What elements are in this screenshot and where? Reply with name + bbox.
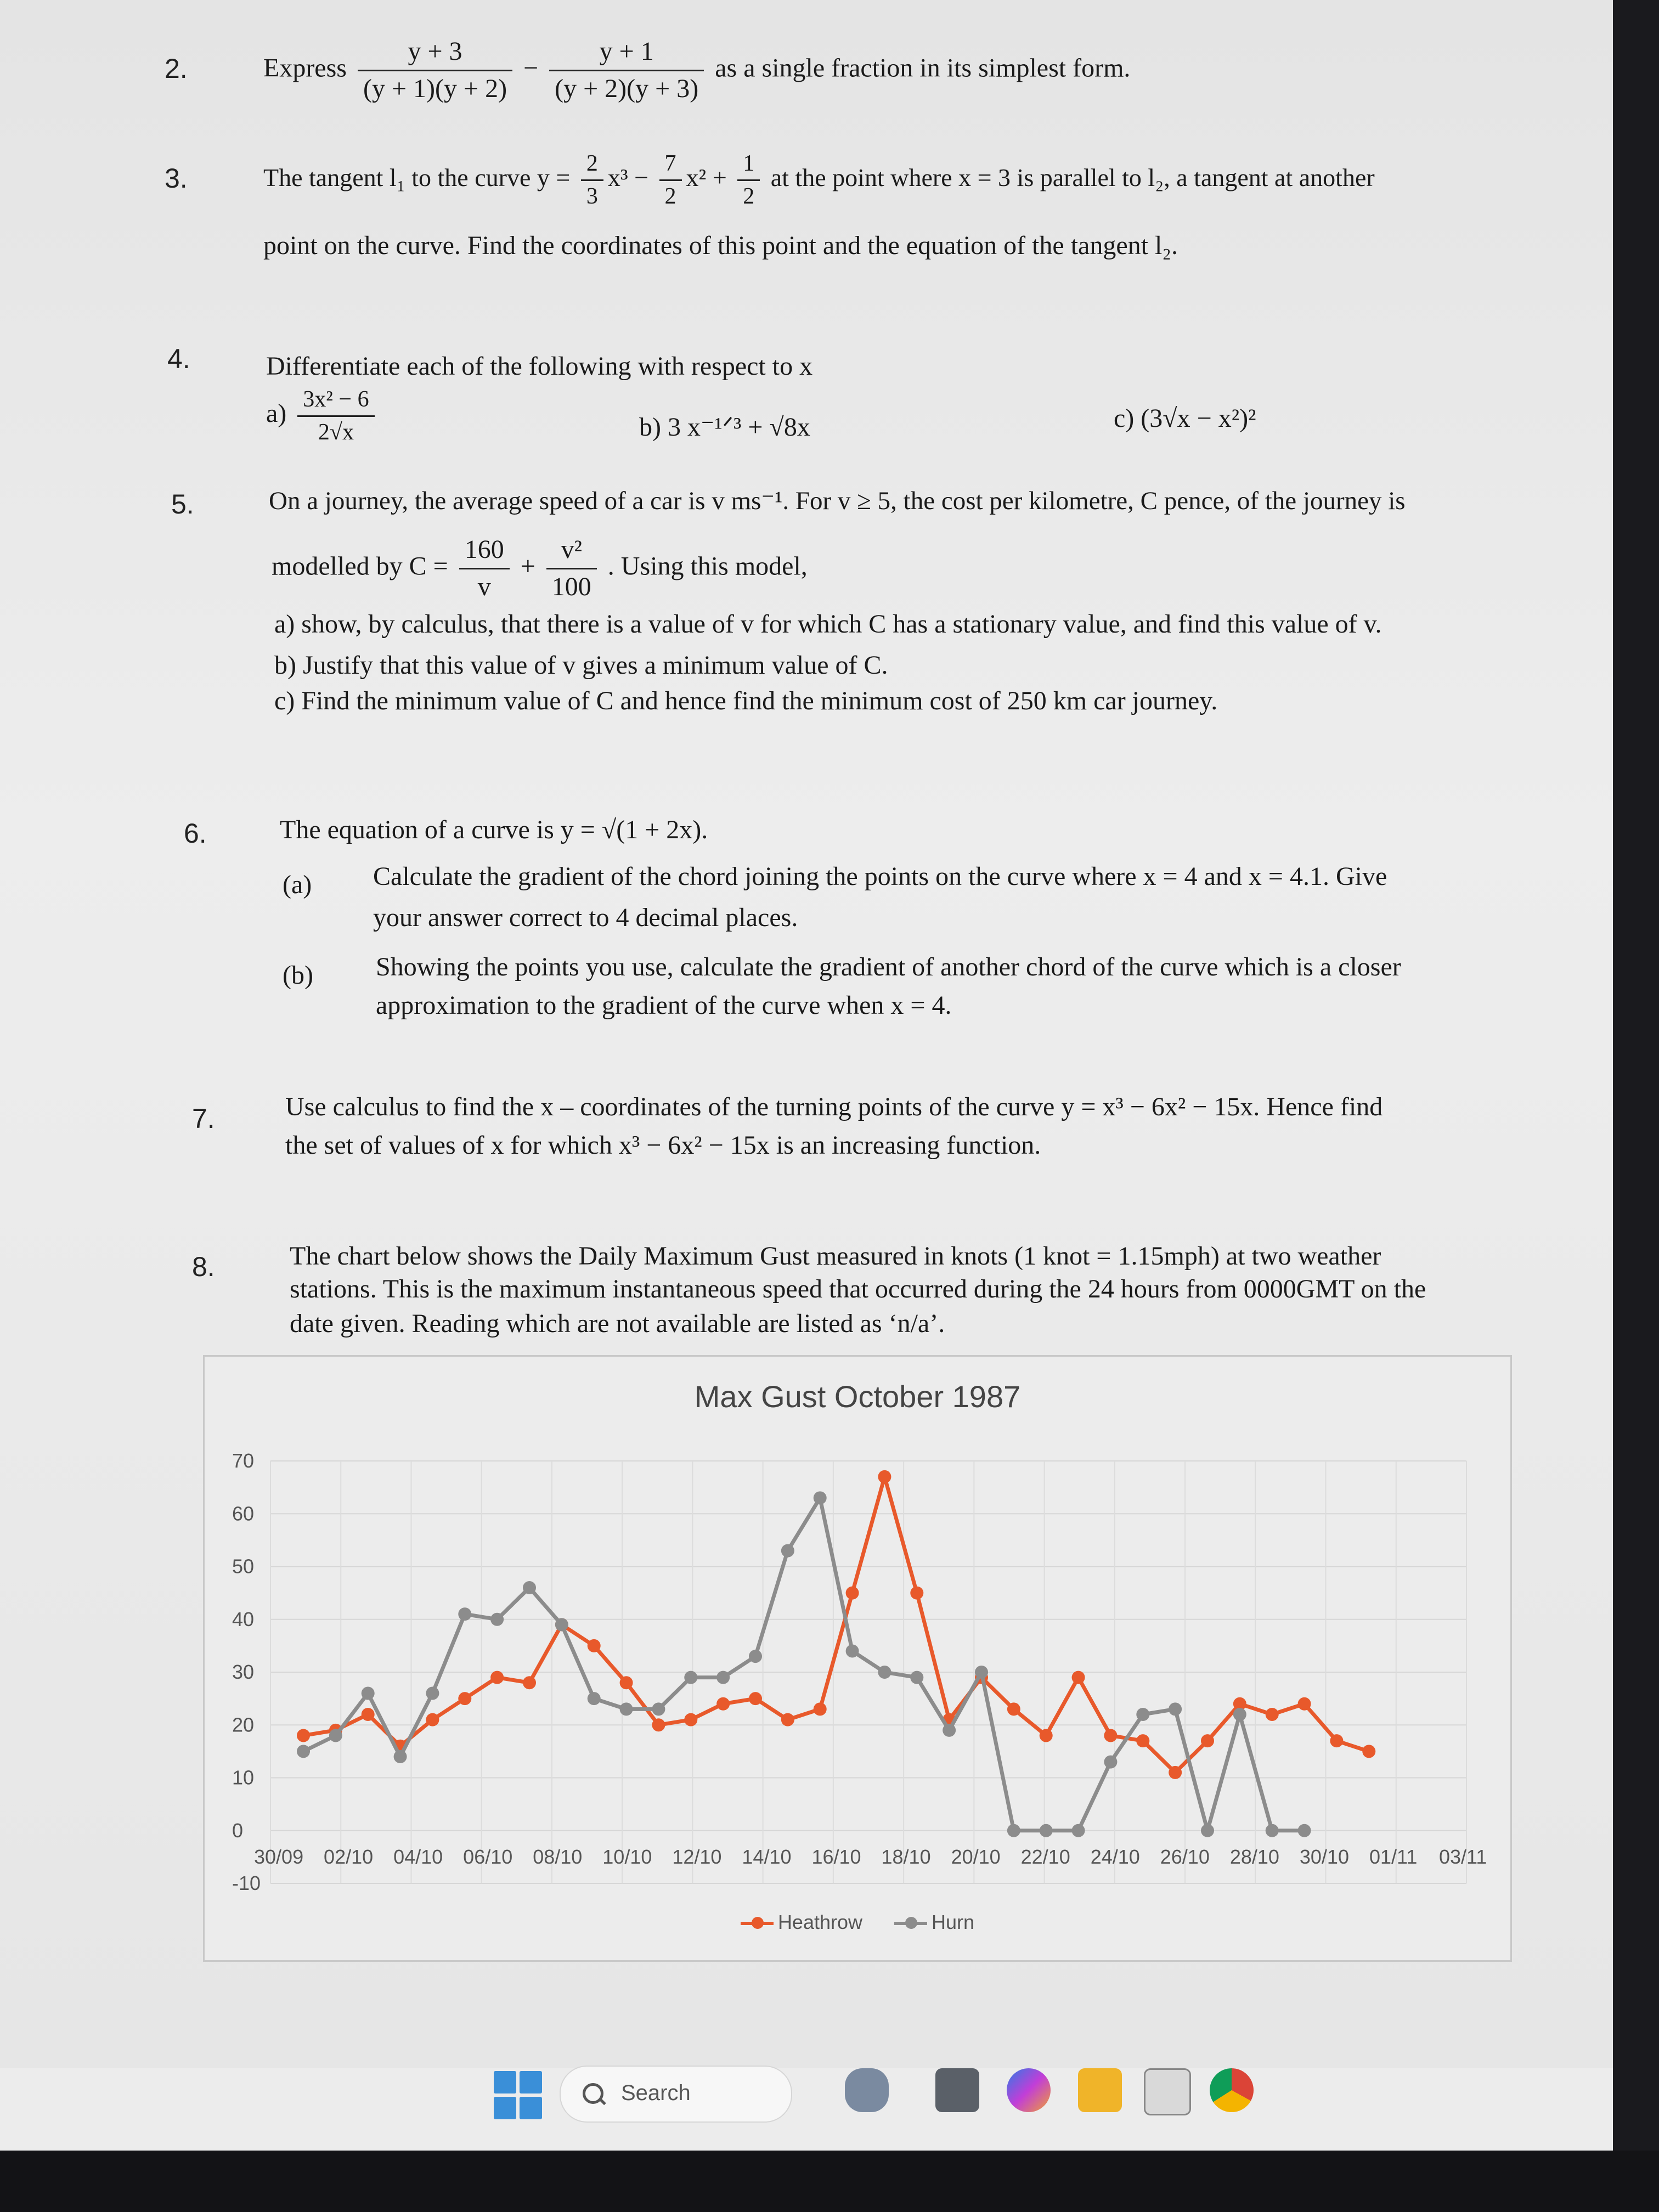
- data-point: [975, 1666, 988, 1679]
- minus-sign: −: [523, 53, 539, 83]
- q4-part-a: [266, 384, 379, 448]
- x-tick-label: 20/10: [951, 1845, 1001, 1868]
- x-tick-label: 12/10: [672, 1845, 722, 1868]
- data-point: [943, 1724, 956, 1737]
- q5-line-2: [272, 532, 808, 605]
- y-tick-label: 30: [232, 1661, 255, 1683]
- x-tick-label: 02/10: [324, 1845, 374, 1868]
- data-point: [329, 1729, 342, 1742]
- x-tick-label: 16/10: [811, 1845, 861, 1868]
- y-tick-label: 70: [232, 1449, 255, 1472]
- q8-line-1: The chart below shows the Daily Maximum Gust measured in knots (1 knot = 1.15mph) at two weather: [290, 1242, 1381, 1271]
- series-line-heathrow: [303, 1477, 1369, 1773]
- legend-item-hurn: [894, 1911, 974, 1934]
- data-point: [1169, 1766, 1182, 1779]
- data-point: [394, 1750, 407, 1763]
- data-point: [1266, 1824, 1279, 1837]
- data-point: [362, 1687, 375, 1700]
- data-point: [814, 1702, 827, 1716]
- data-point: [652, 1702, 665, 1716]
- series-line-hurn: [303, 1498, 1305, 1830]
- data-point: [458, 1692, 471, 1705]
- x-tick-label: 06/10: [463, 1845, 513, 1868]
- question-number: 6.: [184, 818, 207, 849]
- fraction-numerator: v²: [546, 532, 597, 569]
- q3-coef-1: [581, 148, 603, 212]
- data-point: [1104, 1756, 1117, 1769]
- chart-plot: [205, 1357, 1510, 1960]
- q6-a-line-2: your answer correct to 4 decimal places.: [373, 903, 798, 932]
- q4-text: Differentiate each of the following with respect to x: [266, 352, 813, 381]
- max-gust-chart: [203, 1355, 1512, 1962]
- fraction-denominator: 2: [743, 183, 755, 209]
- question-2: [263, 34, 1130, 107]
- x-tick-label: 10/10: [602, 1845, 652, 1868]
- fraction-numerator: 2: [581, 148, 603, 181]
- question-number: 7.: [192, 1103, 215, 1134]
- question-number: 8.: [192, 1251, 215, 1282]
- data-point: [1266, 1708, 1279, 1721]
- data-point: [588, 1692, 601, 1705]
- fraction-denominator: 100: [551, 572, 591, 601]
- data-point: [652, 1718, 665, 1731]
- x-tick-label: 18/10: [881, 1845, 931, 1868]
- search-input[interactable]: [560, 2066, 792, 2123]
- x-tick-label: 26/10: [1160, 1845, 1210, 1868]
- q4-part-b: b) 3 x⁻¹ᐟ³ + √8x: [639, 413, 810, 442]
- data-point: [1040, 1729, 1053, 1742]
- data-point: [716, 1671, 730, 1684]
- data-point: [588, 1639, 601, 1652]
- data-point: [814, 1491, 827, 1504]
- fraction-numerator: y + 1: [549, 34, 704, 71]
- fraction-denominator: 2: [664, 183, 676, 209]
- q6-a-line-1: Calculate the gradient of the chord joining the points on the curve where x = 4 and x = 4.1. Give: [373, 862, 1387, 891]
- y-tick-label: 10: [232, 1766, 255, 1789]
- data-point: [297, 1729, 310, 1742]
- data-point: [1362, 1745, 1375, 1758]
- data-point: [1007, 1702, 1020, 1716]
- x-tick-label: 28/10: [1229, 1845, 1279, 1868]
- data-point: [910, 1587, 923, 1600]
- part-label: (a): [283, 870, 312, 899]
- data-point: [458, 1607, 471, 1621]
- data-point: [1201, 1824, 1214, 1837]
- x-tick-label: 04/10: [393, 1845, 443, 1868]
- data-point: [910, 1671, 923, 1684]
- data-point: [297, 1745, 310, 1758]
- x-tick-label: 01/11: [1369, 1845, 1418, 1868]
- q7-line-1: Use calculus to find the x – coordinates of the turning points of the curve y = x³ − 6x² − 15x. Hence find: [285, 1092, 1383, 1121]
- q2-tail: as a single fraction in its simplest form.: [715, 53, 1131, 83]
- legend-marker: [894, 1922, 927, 1925]
- question-number: 5.: [171, 489, 194, 520]
- q5-text: modelled by C =: [272, 551, 448, 581]
- data-point: [846, 1645, 859, 1658]
- fraction-numerator: y + 3: [358, 34, 512, 71]
- fraction-denominator: v: [477, 572, 491, 601]
- monitor-bezel-right: [1613, 0, 1659, 2212]
- q3-text: at the point where x = 3 is parallel to l₂, a tangent at another: [770, 163, 1375, 191]
- data-point: [1040, 1824, 1053, 1837]
- q2-fraction-2: [549, 34, 704, 107]
- data-point: [1072, 1671, 1085, 1684]
- data-point: [523, 1676, 536, 1689]
- data-point: [426, 1713, 439, 1726]
- data-point: [1201, 1734, 1214, 1747]
- q2-fraction-1: [358, 34, 512, 107]
- q5-part-b: b) Justify that this value of v gives a minimum value of C.: [274, 651, 888, 680]
- legend-label: Hurn: [932, 1911, 975, 1933]
- fraction-denominator: 2√x: [318, 419, 354, 445]
- data-point: [490, 1613, 504, 1626]
- q3-coef-2: [659, 148, 682, 212]
- q3-line-2: point on the curve. Find the coordinates of this point and the equation of the tangent l₂.: [263, 231, 1178, 260]
- question-3: [263, 148, 1375, 212]
- legend-label: Heathrow: [777, 1911, 863, 1933]
- q6-b-line-2: approximation to the gradient of the curve when x = 4.: [376, 991, 952, 1020]
- q7-line-2: the set of values of x for which x³ − 6x² − 15x is an increasing function.: [285, 1131, 1041, 1160]
- q2-lead: Express: [263, 53, 347, 83]
- data-point: [749, 1650, 762, 1663]
- part-label: (b): [283, 961, 313, 990]
- question-number: 3.: [165, 163, 188, 194]
- q8-line-2: stations. This is the maximum instantaneous speed that occurred during the 24 hours from 0000GMT on the: [290, 1274, 1426, 1304]
- data-point: [1330, 1734, 1343, 1747]
- x-tick-label: 03/11: [1439, 1845, 1487, 1868]
- y-tick-label: 50: [232, 1555, 255, 1578]
- data-point: [1136, 1708, 1149, 1721]
- x-tick-label: 14/10: [742, 1845, 792, 1868]
- fraction-denominator: (y + 2)(y + 3): [555, 74, 699, 103]
- weather-widget-icon[interactable]: [845, 2068, 889, 2112]
- data-point: [620, 1676, 633, 1689]
- task-view-icon[interactable]: [935, 2068, 979, 2112]
- data-point: [684, 1671, 697, 1684]
- q5-fraction-1: [459, 532, 510, 605]
- q6-b-line-1: Showing the points you use, calculate the gradient of another chord of the curve which is a closer: [376, 952, 1401, 981]
- x-tick-label: 30/09: [254, 1845, 304, 1868]
- q3-text: The tangent l₁ to the curve y =: [263, 163, 571, 191]
- x-tick-label: 08/10: [533, 1845, 583, 1868]
- data-point: [1007, 1824, 1020, 1837]
- q5-text: . Using this model,: [607, 551, 808, 581]
- data-point: [490, 1671, 504, 1684]
- data-point: [846, 1587, 859, 1600]
- x-tick-label: 22/10: [1020, 1845, 1070, 1868]
- legend-marker: [741, 1922, 774, 1925]
- data-point: [1233, 1708, 1246, 1721]
- data-point: [716, 1697, 730, 1711]
- data-point: [684, 1713, 697, 1726]
- data-point: [362, 1708, 375, 1721]
- part-label: a): [266, 399, 287, 428]
- data-point: [620, 1702, 633, 1716]
- data-point: [426, 1687, 439, 1700]
- q5-fraction-2: [546, 532, 597, 605]
- q4-a-fraction: [297, 384, 374, 448]
- taskbar: [0, 2068, 1613, 2151]
- fraction-denominator: (y + 1)(y + 2): [363, 74, 507, 103]
- y-tick-label: 20: [232, 1713, 255, 1736]
- data-point: [555, 1618, 568, 1631]
- data-point: [1072, 1824, 1085, 1837]
- data-point: [878, 1470, 891, 1483]
- q3-coef-3: [737, 148, 760, 212]
- q5-line-1: On a journey, the average speed of a car is v ms⁻¹. For v ≥ 5, the cost per kilometre, C pence, of the journey is: [269, 487, 1406, 515]
- data-point: [1169, 1702, 1182, 1716]
- search-label: Search: [621, 2081, 691, 2105]
- data-point: [749, 1692, 762, 1705]
- chart-legend: [205, 1911, 1510, 1934]
- x-tick-label: 30/10: [1299, 1845, 1349, 1868]
- q8-line-3: date given. Reading which are not available are listed as ‘n/a’.: [290, 1309, 945, 1338]
- q3-term: x³ −: [607, 163, 649, 191]
- fraction-denominator: 3: [586, 183, 598, 209]
- fraction-numerator: 3x² − 6: [297, 384, 374, 417]
- data-point: [1298, 1824, 1311, 1837]
- copilot-icon[interactable]: [1007, 2068, 1051, 2112]
- store-icon[interactable]: [1144, 2068, 1191, 2115]
- plus-sign: +: [520, 551, 535, 581]
- monitor-bezel-bottom: [0, 2151, 1659, 2212]
- question-number: 2.: [165, 53, 188, 84]
- file-explorer-icon[interactable]: [1078, 2068, 1122, 2112]
- fraction-numerator: 7: [659, 148, 682, 181]
- chrome-icon[interactable]: [1210, 2068, 1254, 2112]
- q3-term: x² +: [686, 163, 727, 191]
- x-tick-label: 24/10: [1090, 1845, 1140, 1868]
- y-tick-label: -10: [232, 1872, 261, 1894]
- q5-part-c: c) Find the minimum value of C and hence find the minimum cost of 250 km car journey.: [274, 686, 1218, 715]
- chart-title: Max Gust October 1987: [694, 1379, 1021, 1414]
- q6-text: The equation of a curve is y = √(1 + 2x).: [280, 815, 708, 844]
- y-tick-label: 60: [232, 1502, 255, 1525]
- question-number: 4.: [167, 343, 190, 374]
- data-point: [1298, 1697, 1311, 1711]
- search-icon: [583, 2083, 603, 2104]
- data-point: [1136, 1734, 1149, 1747]
- legend-item-heathrow: [741, 1911, 862, 1934]
- data-point: [1104, 1729, 1117, 1742]
- windows-start-icon[interactable]: [494, 2071, 542, 2119]
- y-tick-label: 40: [232, 1607, 255, 1630]
- fraction-numerator: 1: [737, 148, 760, 181]
- data-point: [781, 1713, 794, 1726]
- q5-part-a: a) show, by calculus, that there is a value of v for which C has a stationary value, and find this value of v.: [274, 610, 1382, 639]
- data-point: [523, 1581, 536, 1594]
- y-tick-label: 0: [232, 1819, 244, 1842]
- q4-part-c: c) (3√x − x²)²: [1114, 404, 1256, 433]
- data-point: [878, 1666, 891, 1679]
- fraction-numerator: 160: [459, 532, 510, 569]
- data-point: [781, 1544, 794, 1558]
